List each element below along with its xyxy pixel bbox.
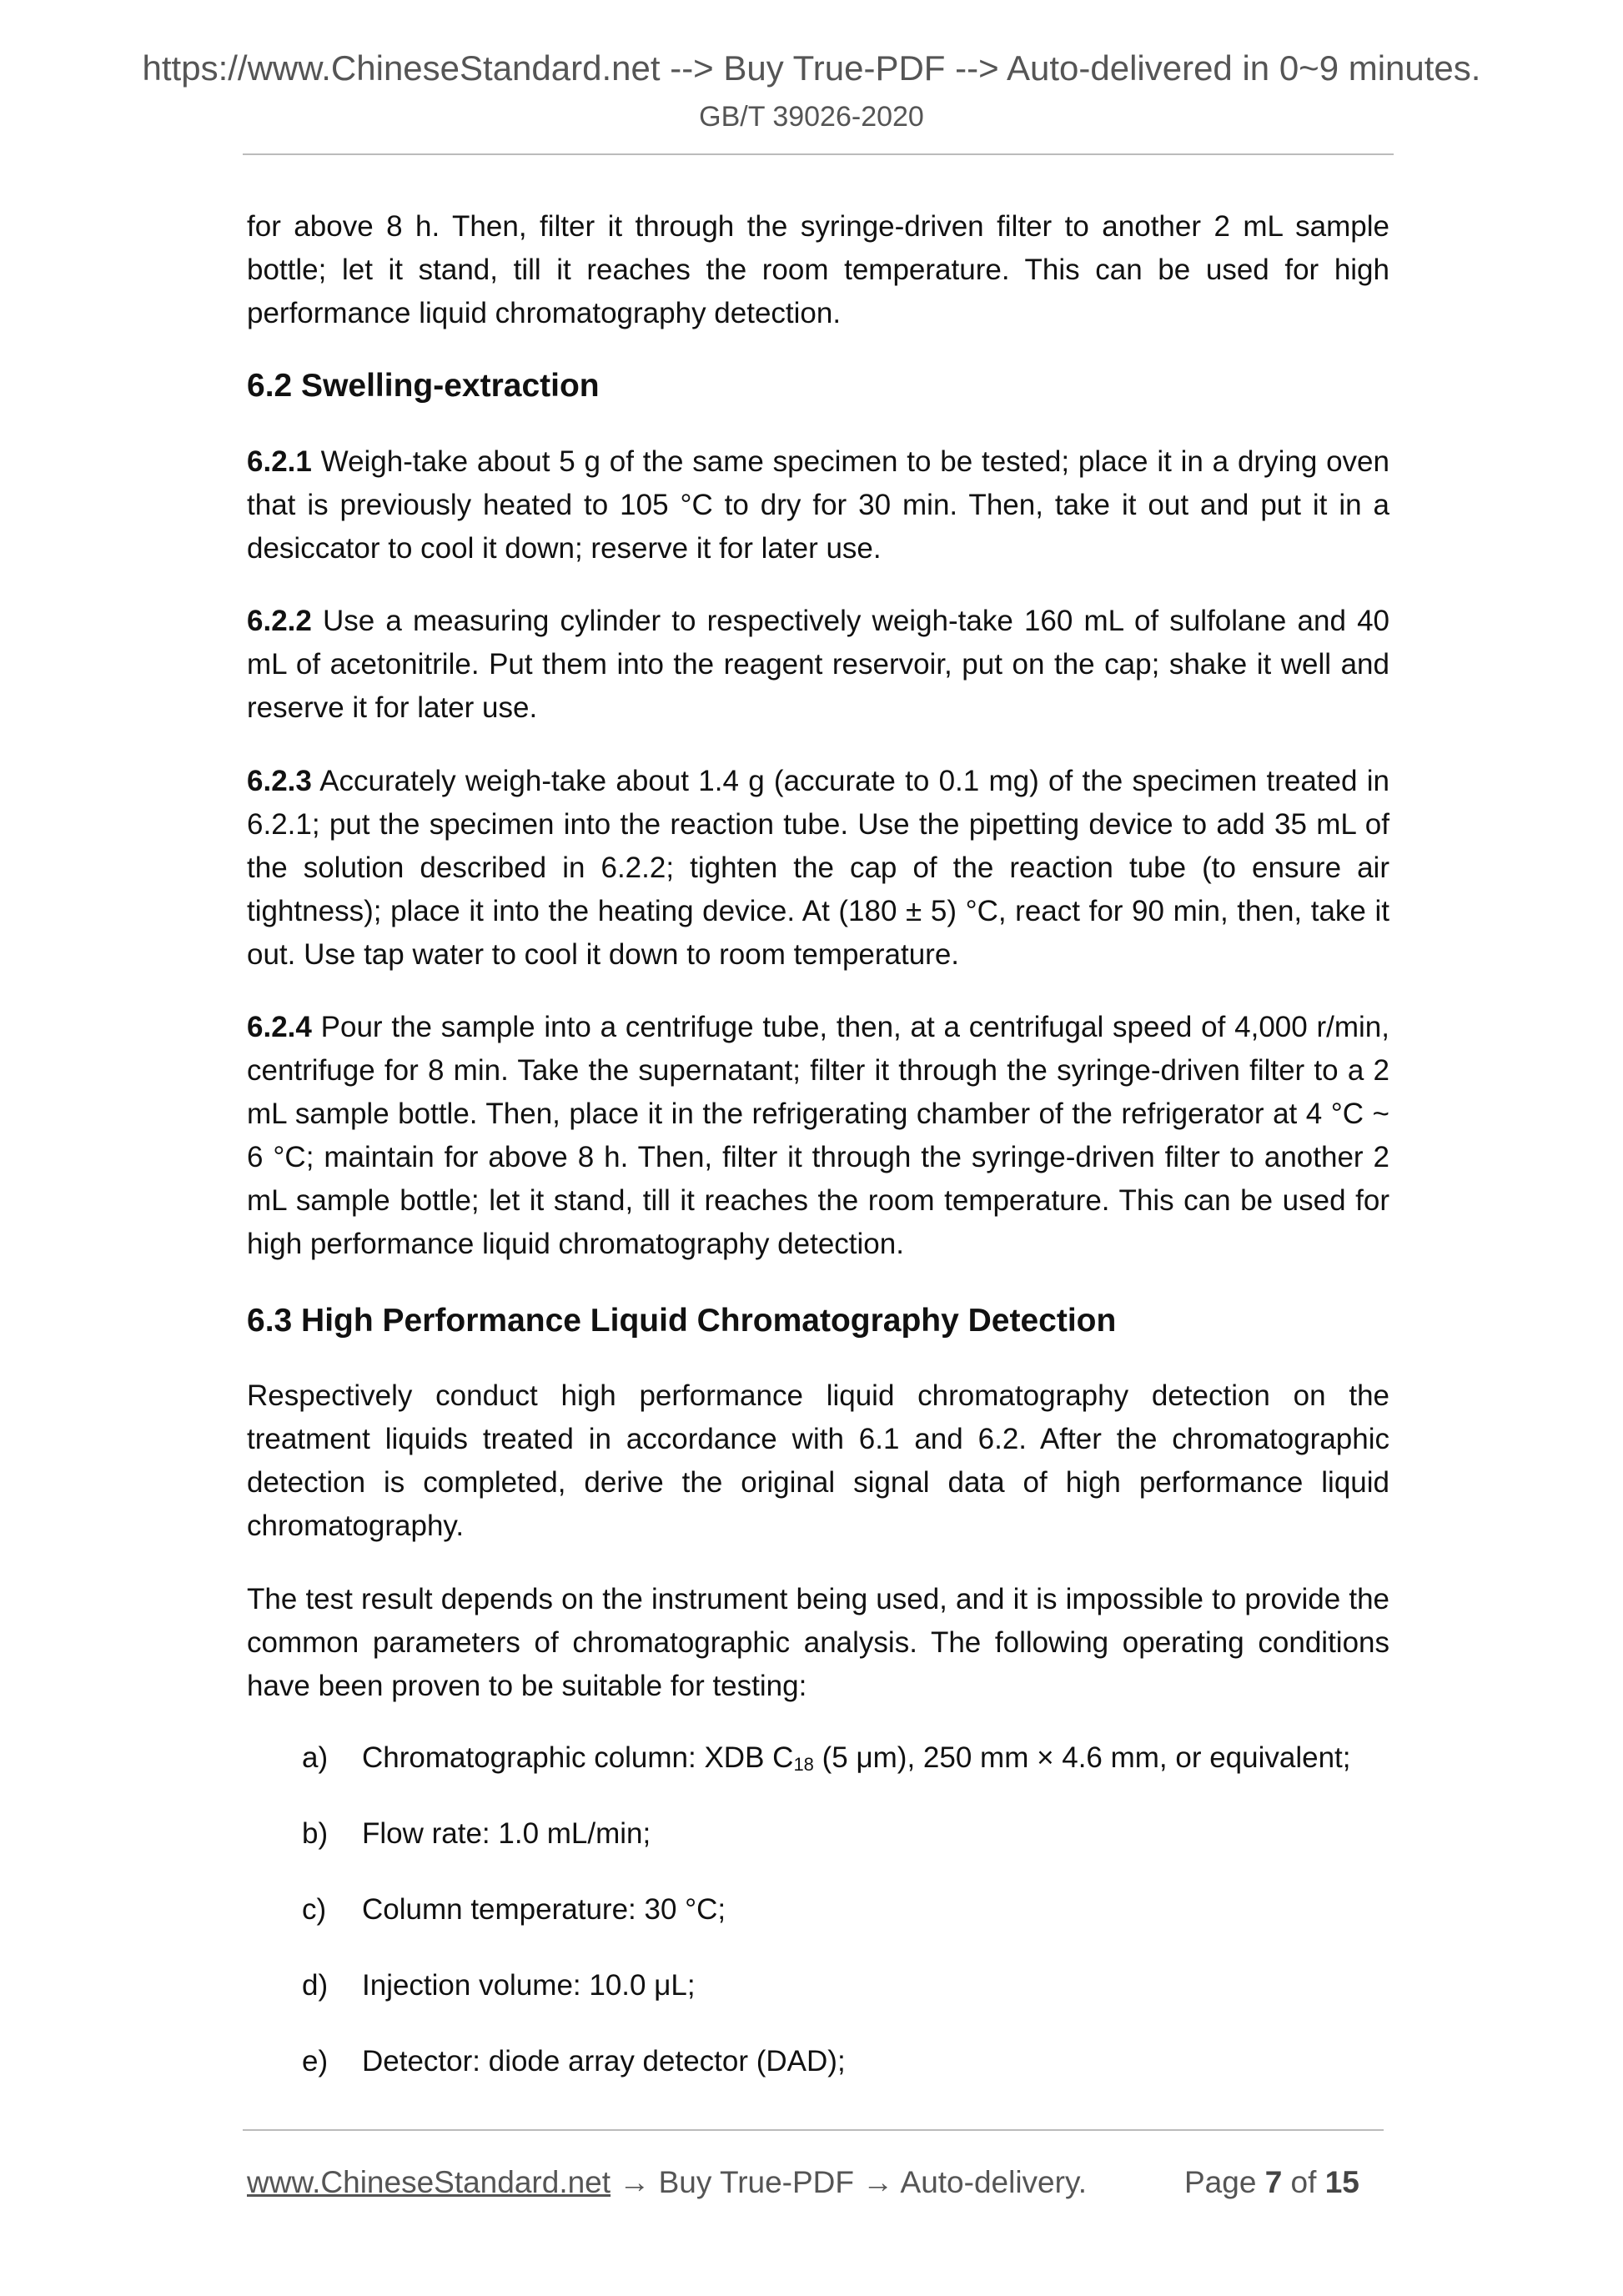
total-pages: 15	[1324, 2165, 1359, 2199]
list-marker: d)	[302, 1969, 329, 2002]
condition-text: Column temperature: 30 °C;	[362, 1893, 726, 1926]
condition-text: Detector: diode array detector (DAD);	[362, 2045, 846, 2077]
clause-number: 6.2.1	[247, 445, 312, 478]
paragraph-6-3-conditions-intro: The test result depends on the instrument being used, and it is impossible to provide the common parameters of chromatographic analysis. The following operating conditions have been proven to be suitable for testing:	[247, 1583, 1389, 1702]
subscript: 18	[793, 1754, 814, 1775]
clause-number: 6.2.2	[247, 605, 312, 637]
site-link[interactable]: www.ChineseStandard.net	[247, 2165, 611, 2199]
header-divider	[243, 153, 1394, 155]
section-heading-6-3: 6.3 High Performance Liquid Chromatography Detection	[247, 1303, 1117, 1339]
clause-text: Accurately weigh-take about 1.4 g (accurate to 0.1 mg) of the specimen treated in 6.2.1; put the specimen into the reaction tube. Use the pipetting device to add 35 mL of the solution described in 6.2.2; tighten the cap of the reaction tube (to ensure air tightness); place it into the heating device. At (180 ± 5) °C, react for 90 min, then, take it out. Use tap water to cool it down to room temperature.	[247, 765, 1389, 971]
list-marker: c)	[302, 1893, 327, 1926]
list-marker: e)	[302, 2045, 329, 2077]
condition-text-rest: (5 μm), 250 mm × 4.6 mm, or equivalent;	[813, 1741, 1351, 1774]
section-heading-6-2: 6.2 Swelling-extraction	[247, 368, 600, 404]
footer-promo-text: → Buy True-PDF → Auto-delivery.	[611, 2165, 1087, 2199]
clause-6-2-2	[247, 600, 1389, 730]
condition-text: Flow rate: 1.0 mL/min;	[362, 1817, 651, 1850]
current-page-number: 7	[1264, 2165, 1283, 2199]
clause-text: Weigh-take about 5 g of the same specimen to be tested; place it in a drying oven that is previously heated to 105 °C to dry for 30 min. Then, take it out and put it in a desiccator to cool it down; reserve it for later use.	[247, 445, 1389, 565]
condition-text-main: Chromatographic column: XDB C	[362, 1741, 794, 1774]
standard-code: GB/T 39026-2020	[699, 101, 924, 133]
clause-number: 6.2.3	[247, 765, 312, 797]
page-label: Page	[1184, 2165, 1265, 2199]
clause-6-2-3	[247, 760, 1389, 977]
footer-divider	[243, 2129, 1384, 2131]
site-banner: https://www.ChineseStandard.net --> Buy True-PDF --> Auto-delivered in 0~9 minutes.	[142, 48, 1481, 88]
condition-text	[362, 1736, 1351, 1786]
clause-6-2-4	[247, 1006, 1389, 1266]
footer-promo	[247, 2163, 1087, 2203]
condition-text: Injection volume: 10.0 μL;	[362, 1969, 696, 2002]
intro-paragraph: for above 8 h. Then, filter it through the syringe-driven filter to another 2 mL sample bottle; let it stand, till it reaches the room temperature. This can be used for high performance liquid chromatography detection.	[247, 210, 1389, 329]
of-label: of	[1282, 2165, 1325, 2199]
clause-6-2-1	[247, 440, 1389, 570]
list-marker: b)	[302, 1817, 329, 1850]
list-marker: a)	[302, 1741, 329, 1774]
clause-text: Use a measuring cylinder to respectively weigh-take 160 mL of sulfolane and 40 mL of acetonitrile. Put them into the reagent reservoir, put on the cap; shake it well and reserve it for later use.	[247, 605, 1389, 724]
clause-number: 6.2.4	[247, 1011, 312, 1043]
clause-text: Pour the sample into a centrifuge tube, then, at a centrifugal speed of 4,000 r/min, centrifuge for 8 min. Take the supernatant; filter it through the syringe-driven filter to a 2 mL sample bottle. Then, place it in the refrigerating chamber of the refrigerator at 4 °C ~ 6 °C; maintain for above 8 h. Then, filter it through the syringe-driven filter to another 2 mL sample bottle; let it stand, till it reaches the room temperature. This can be used for high performance liquid chromatography detection.	[247, 1011, 1389, 1260]
paragraph-6-3-intro: Respectively conduct high performance liquid chromatography detection on the treatment liquids treated in accordance with 6.1 and 6.2. After the chromatographic detection is completed, derive the original signal data of high performance liquid chromatography.	[247, 1379, 1389, 1542]
page-indicator	[1184, 2163, 1359, 2203]
